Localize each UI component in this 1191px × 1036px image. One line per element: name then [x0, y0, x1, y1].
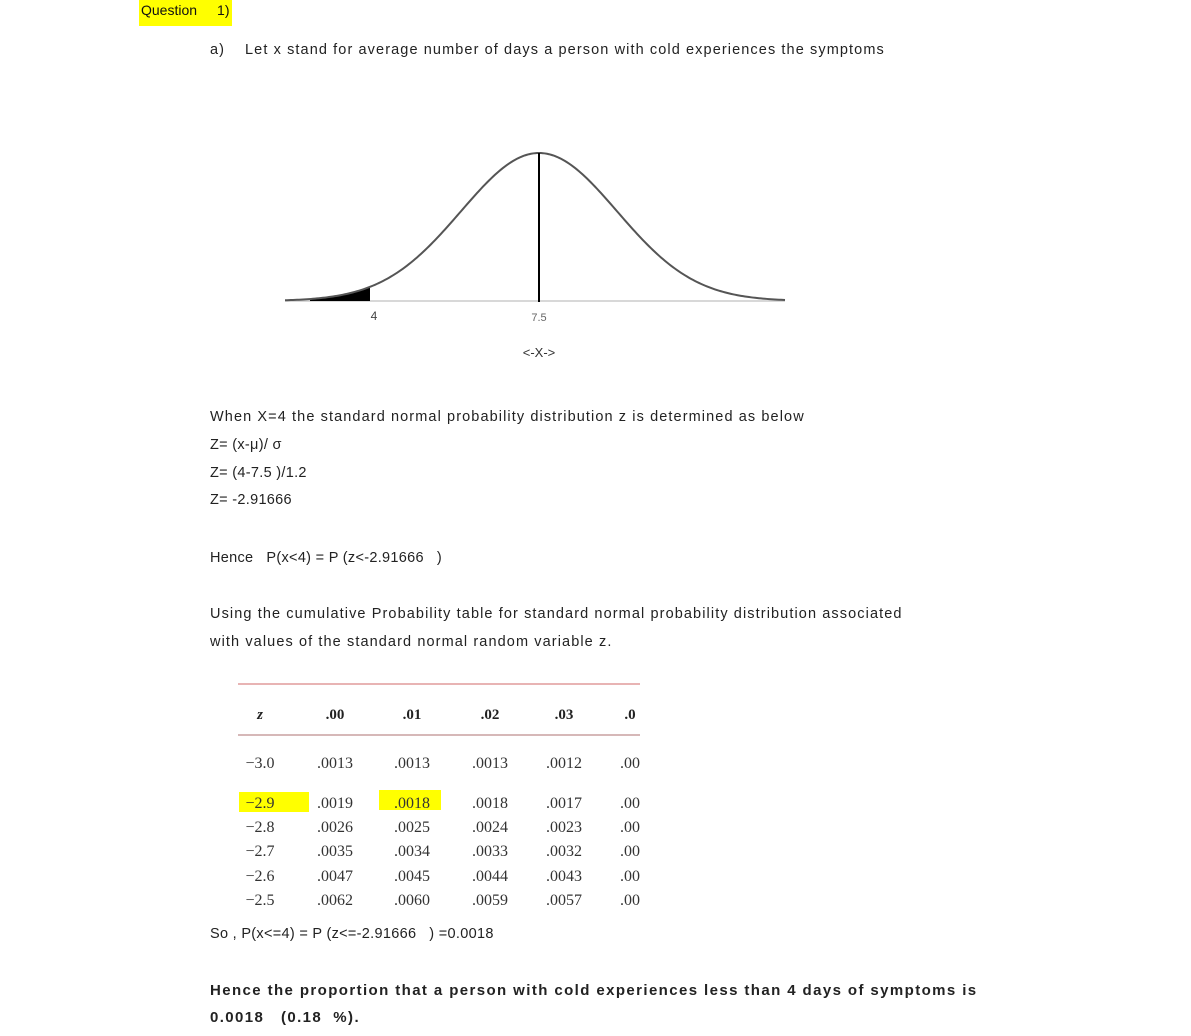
- table-prob-cell: .0057: [546, 892, 582, 909]
- normal-curve: [285, 153, 785, 300]
- table-prob-cell: .0018: [472, 795, 508, 812]
- table-prob-cell: .0023: [546, 819, 582, 836]
- table-prob-cell: .0034: [394, 843, 430, 860]
- conclusion-line-1: Hence the proportion that a person with cold experiences less than 4 days of symptoms is: [210, 982, 978, 999]
- table-header-cell: .00: [325, 707, 345, 723]
- formula-1: Z= (x-μ)/ σ: [210, 437, 282, 453]
- table-prob-cell: .0018: [394, 795, 430, 812]
- table-z-value: −2.9: [245, 795, 275, 812]
- so-line: So , P(x<=4) = P (z<=-2.91666 ) =0.0018: [210, 926, 494, 942]
- table-intro-line-1: Using the cumulative Probability table for standard normal probability distribution associated: [210, 606, 903, 622]
- table-prob-cell: .00: [620, 843, 640, 860]
- table-header-cell: z: [257, 707, 263, 723]
- table-prob-cell: .00: [620, 892, 640, 909]
- table-prob-cell: .0062: [317, 892, 353, 909]
- table-prob-cell: .0032: [546, 843, 582, 860]
- table-intro-line-2: with values of the standard normal random variable z.: [210, 634, 613, 650]
- table-prob-cell: .0024: [472, 819, 508, 836]
- hence-line: Hence P(x<4) = P (z<-2.91666 ): [210, 550, 442, 566]
- table-header-cell: .02: [480, 707, 500, 723]
- question-label: [139, 0, 232, 26]
- formula-3: Z= -2.91666: [210, 492, 292, 508]
- table-z-value: −2.5: [245, 892, 275, 909]
- table-prob-cell: .0025: [394, 819, 430, 836]
- table-prob-cell: .00: [620, 819, 640, 836]
- table-prob-cell: .00: [620, 755, 640, 772]
- table-z-value: −2.7: [245, 843, 275, 860]
- x-value-label: 4: [370, 309, 378, 323]
- table-prob-cell: .0043: [546, 868, 582, 885]
- table-prob-cell: .0012: [546, 755, 582, 772]
- table-prob-cell: .0044: [472, 868, 508, 885]
- table-prob-cell: .0047: [317, 868, 353, 885]
- table-prob-cell: .0060: [394, 892, 430, 909]
- question-word: Question: [141, 2, 198, 18]
- table-z-value: −2.6: [245, 868, 275, 885]
- table-z-value: −2.8: [245, 819, 275, 836]
- table-prob-cell: .0045: [394, 868, 430, 885]
- table-header-cell: .03: [554, 707, 574, 723]
- table-prob-cell: .0017: [546, 795, 582, 812]
- conclusion-line-2: 0.0018 (0.18 %).: [210, 1009, 361, 1026]
- table-prob-cell: .0059: [472, 892, 508, 909]
- table-prob-cell: .0033: [472, 843, 508, 860]
- normal-curve-figure: [280, 145, 790, 365]
- part-a-text: Let x stand for average number of days a person with cold experiences the symptoms: [245, 42, 885, 58]
- table-prob-cell: .00: [620, 795, 640, 812]
- table-prob-cell: .0026: [317, 819, 353, 836]
- table-prob-cell: .0035: [317, 843, 353, 860]
- table-prob-cell: .00: [620, 868, 640, 885]
- formula-2: Z= (4-7.5 )/1.2: [210, 465, 307, 481]
- z-table: [230, 678, 650, 918]
- table-prob-cell: .0013: [472, 755, 508, 772]
- table-prob-cell: .0013: [317, 755, 353, 772]
- z-intro-text: When X=4 the standard normal probability distribution z is determined as below: [210, 409, 805, 425]
- question-number: 1): [217, 2, 230, 18]
- table-header-cell: .01: [402, 707, 422, 723]
- part-a-marker: a): [210, 42, 226, 58]
- table-header-cell: .0: [624, 707, 636, 723]
- table-prob-cell: .0013: [394, 755, 430, 772]
- mean-label: 7.5: [531, 312, 547, 324]
- table-z-value: −3.0: [245, 755, 275, 772]
- axis-label: <-X->: [522, 345, 556, 360]
- table-prob-cell: .0019: [317, 795, 353, 812]
